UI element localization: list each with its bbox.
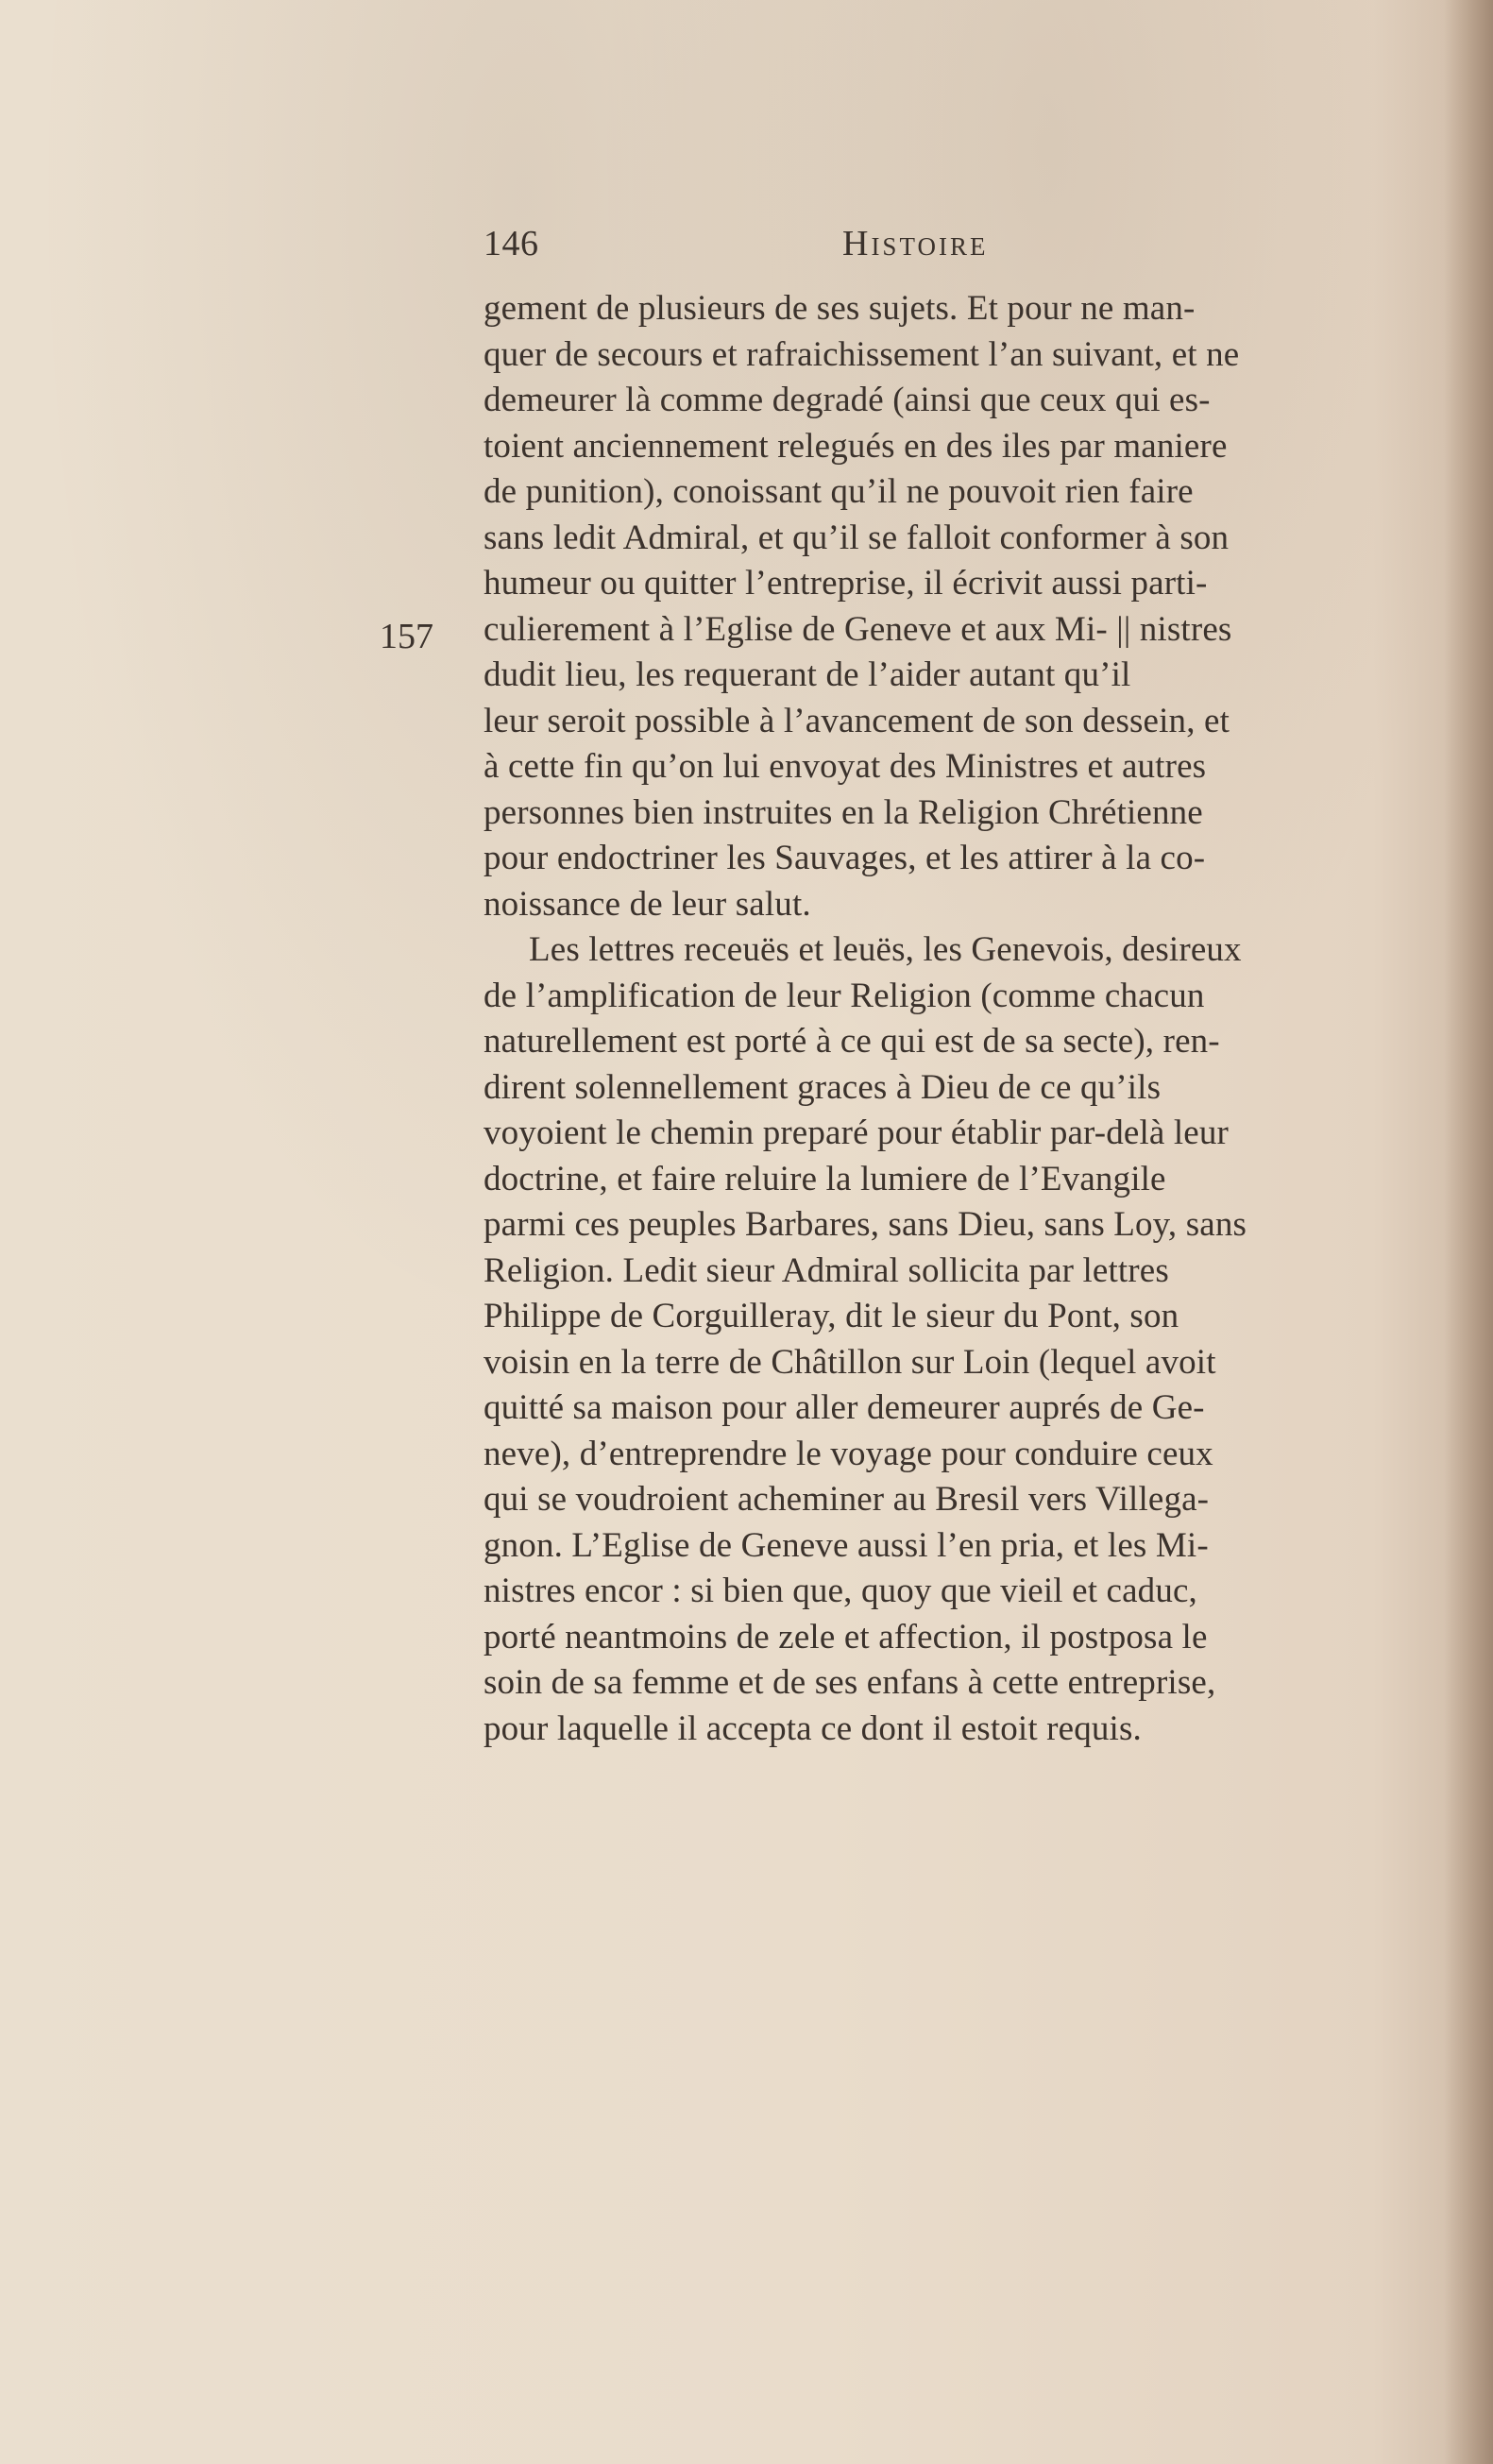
body-text <box>484 286 1390 1752</box>
text-line: pour laquelle il accepta ce dont il estoit requis. <box>484 1708 1142 1748</box>
text-line: noissance de leur salut. <box>484 884 811 924</box>
page-number: 146 <box>484 224 539 263</box>
text-line: voisin en la terre de Châtillon sur Loin (lequel avoit <box>484 1342 1216 1382</box>
text-line: sans ledit Admiral, et qu’il se falloit conformer à son <box>484 518 1230 557</box>
text-line: personnes bien instruites en la Religion Chrétienne <box>484 792 1203 832</box>
paragraph-2 <box>484 927 1390 1752</box>
text-line: leur seroit possible à l’avancement de son dessein, et <box>484 701 1230 740</box>
text-line: pour endoctriner les Sauvages, et les attirer à la co- <box>484 839 1206 877</box>
text-line: neve), d’entreprendre le voyage pour conduire ceux <box>484 1434 1213 1473</box>
text-line: humeur ou quitter l’entreprise, il écrivit aussi parti- <box>484 564 1208 603</box>
text-line: gement de plusieurs de ses sujets. Et pour ne man- <box>484 289 1196 328</box>
text-line: quitté sa maison pour aller demeurer auprés de Ge- <box>484 1388 1205 1427</box>
text-line: de punition), conoissant qu’il ne pouvoit rien faire <box>484 472 1194 511</box>
margin-reference-number: 157 <box>380 617 433 656</box>
text-line: quer de secours et rafraichissement l’an suivant, et ne <box>484 334 1240 374</box>
paragraph-1 <box>484 286 1390 927</box>
text-line: gnon. L’Eglise de Geneve aussi l’en pria, et les Mi- <box>484 1525 1209 1565</box>
text-line: parmi ces peuples Barbares, sans Dieu, sans Loy, sans <box>484 1205 1247 1244</box>
text-line: demeurer là comme degradé (ainsi que ceux qui es- <box>484 381 1211 419</box>
text-line: doctrine, et faire reluire la lumiere de l’Evangile <box>484 1159 1166 1198</box>
page-header <box>484 223 1352 272</box>
text-line: soin de sa femme et de ses enfans à cette entreprise, <box>484 1663 1216 1702</box>
text-line: de l’amplification de leur Religion (comme chacun <box>484 976 1205 1015</box>
text-line: Philippe de Corguilleray, dit le sieur du Pont, son <box>484 1297 1179 1335</box>
text-line: dudit lieu, les requerant de l’aider autant qu’il <box>484 655 1131 694</box>
running-head: Histoire <box>842 224 989 263</box>
text-line: culierement à l’Eglise de Geneve et aux Mi- || nistres <box>484 609 1232 649</box>
text-line: Les lettres receuës et leuës, les Genevois, desireux <box>529 930 1242 969</box>
text-line: naturellement est porté à ce qui est de sa secte), ren- <box>484 1022 1220 1061</box>
text-line: porté neantmoins de zele et affection, il postposa le <box>484 1617 1208 1657</box>
page-edge-shadow <box>1444 0 1493 2464</box>
text-line: dirent solennellement graces à Dieu de ce qu’ils <box>484 1067 1162 1107</box>
text-line: à cette fin qu’on lui envoyat des Ministres et autres <box>484 747 1207 786</box>
text-line: nistres encor : si bien que, quoy que vieil et caduc, <box>484 1572 1197 1610</box>
text-line: voyoient le chemin preparé pour établir par-delà leur <box>484 1113 1229 1152</box>
text-line: toient anciennement relegués en des iles par maniere <box>484 426 1228 466</box>
text-line: qui se voudroient acheminer au Bresil vers Villega- <box>484 1480 1210 1519</box>
text-line: Religion. Ledit sieur Admiral sollicita par lettres <box>484 1250 1169 1290</box>
